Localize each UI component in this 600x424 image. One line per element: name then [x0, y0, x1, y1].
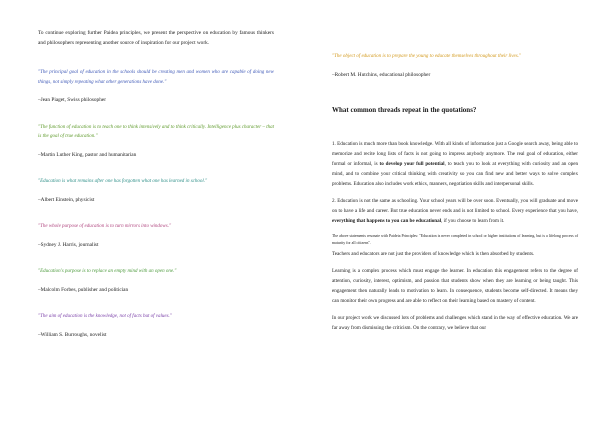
paragraph-3: Teachers and educators are not just the providers of knowledge which is then absorbed by students. [332, 251, 535, 257]
quote-block [38, 68, 274, 106]
section-heading: What common threads repeat in the quotations? [332, 106, 477, 114]
quote-author: –Jean Piaget, Swiss philosopher [38, 97, 106, 103]
paragraph-2-emphasis: everything that happens to you can be educational [332, 218, 442, 224]
quote-author: –Albert Einstein, physicist [38, 196, 95, 203]
quote-text: "Education is what remains after one has forgotten what one has learned in school." [38, 179, 208, 184]
paragraph-2-text-end: , if you choose to learn from it. [441, 218, 505, 224]
paragraph-1-emphasis: to develop your full potential [379, 161, 445, 167]
intro-paragraph: To continue exploring further Paidea principles, we present the perspective on education by famous thinkers and philosophers representing another source of inspiration for our project work. [38, 30, 274, 46]
quote-block [38, 177, 274, 205]
quotes-list [38, 68, 274, 340]
quote-author: –William S. Burroughs, novelist [38, 331, 107, 338]
paragraph-2 [332, 196, 578, 226]
quote-text: "The aim of education is the knowledge, not of facts but of values." [38, 314, 172, 319]
quote-text: "The principal goal of education in the schools should be creating men and women who are capable of doing new things, not simply repeating what other generations have done." [38, 70, 274, 85]
quote-block [38, 123, 274, 161]
paragraph-1-text-end: , to teach you to look at everything with curiosity and an open mind, and to combine your critical thinking with creativity so you can find new and better ways to solve complex problems. Education also includes work ethics, manners, negotiation skills and interpersonal skills. [332, 161, 579, 187]
paragraph-1 [332, 139, 578, 189]
quote-block [332, 52, 578, 80]
quote-block [38, 267, 274, 295]
paragraph-4: Learning is a complex process which must engage the learner. In education this engagement refers to the degree of attention, curiosity, interest, optimism, and passion that students show when they are learning or being taught. This engagement then naturally leads to motivation to learn. In consequence, students become self-directed. It means they can monitor their own progress and are able to reflect on their learning based on mastery of content. [332, 268, 578, 304]
quote-author: –Martin Luther King, pastor and humanitarian [38, 151, 137, 158]
quote-text: "Education's purpose is to replace an empty mind with an open one." [38, 269, 177, 274]
right-page [300, 0, 600, 424]
quote-text: "The whole purpose of education is to turn mirrors into windows." [38, 224, 172, 229]
quote-text: "The object of education is to prepare the young to educate themselves throughout their lives." [332, 54, 522, 59]
paragraph-1-text: 1. Education is much more than book knowledge. With all kinds of information just a Google search away, being able to memorize and recite long lists of facts is not going to impress anybody anymore. The real goal of education, either formal or informal, is [332, 141, 578, 167]
quote-author: –Robert M. Hutchins, educational philosopher [332, 71, 431, 78]
quote-author: –Sydney J. Harris, journalist [38, 241, 99, 248]
paragraph-2-text: 2. Education is not the same as schooling. Your school years will be over soon. Eventually, you will graduate and move on to have a life and career. But true education never ends and is not limited to school. Every experience that you have, [332, 198, 578, 214]
paragraph-5: In our project work we discussed lots of problems and challenges which stand in the way of effective education. We are far away from dismissing the criticism. On the contrary, we believe that our [332, 315, 578, 331]
quote-block [38, 312, 274, 340]
quote-author: –Malcolm Forbes, publisher and politician [38, 286, 129, 293]
quote-block [38, 222, 274, 250]
quote-text: "The function of education is to teach one to think intensively and to think critically. Intelligence plus character – that is the goal of true education." [38, 124, 274, 139]
paideia-note: The above statements resonate with Paideia Principles: "Education is never completed in school or higher institutions of learning, but is a lifelong process of maturity for all citizens". [332, 234, 578, 245]
